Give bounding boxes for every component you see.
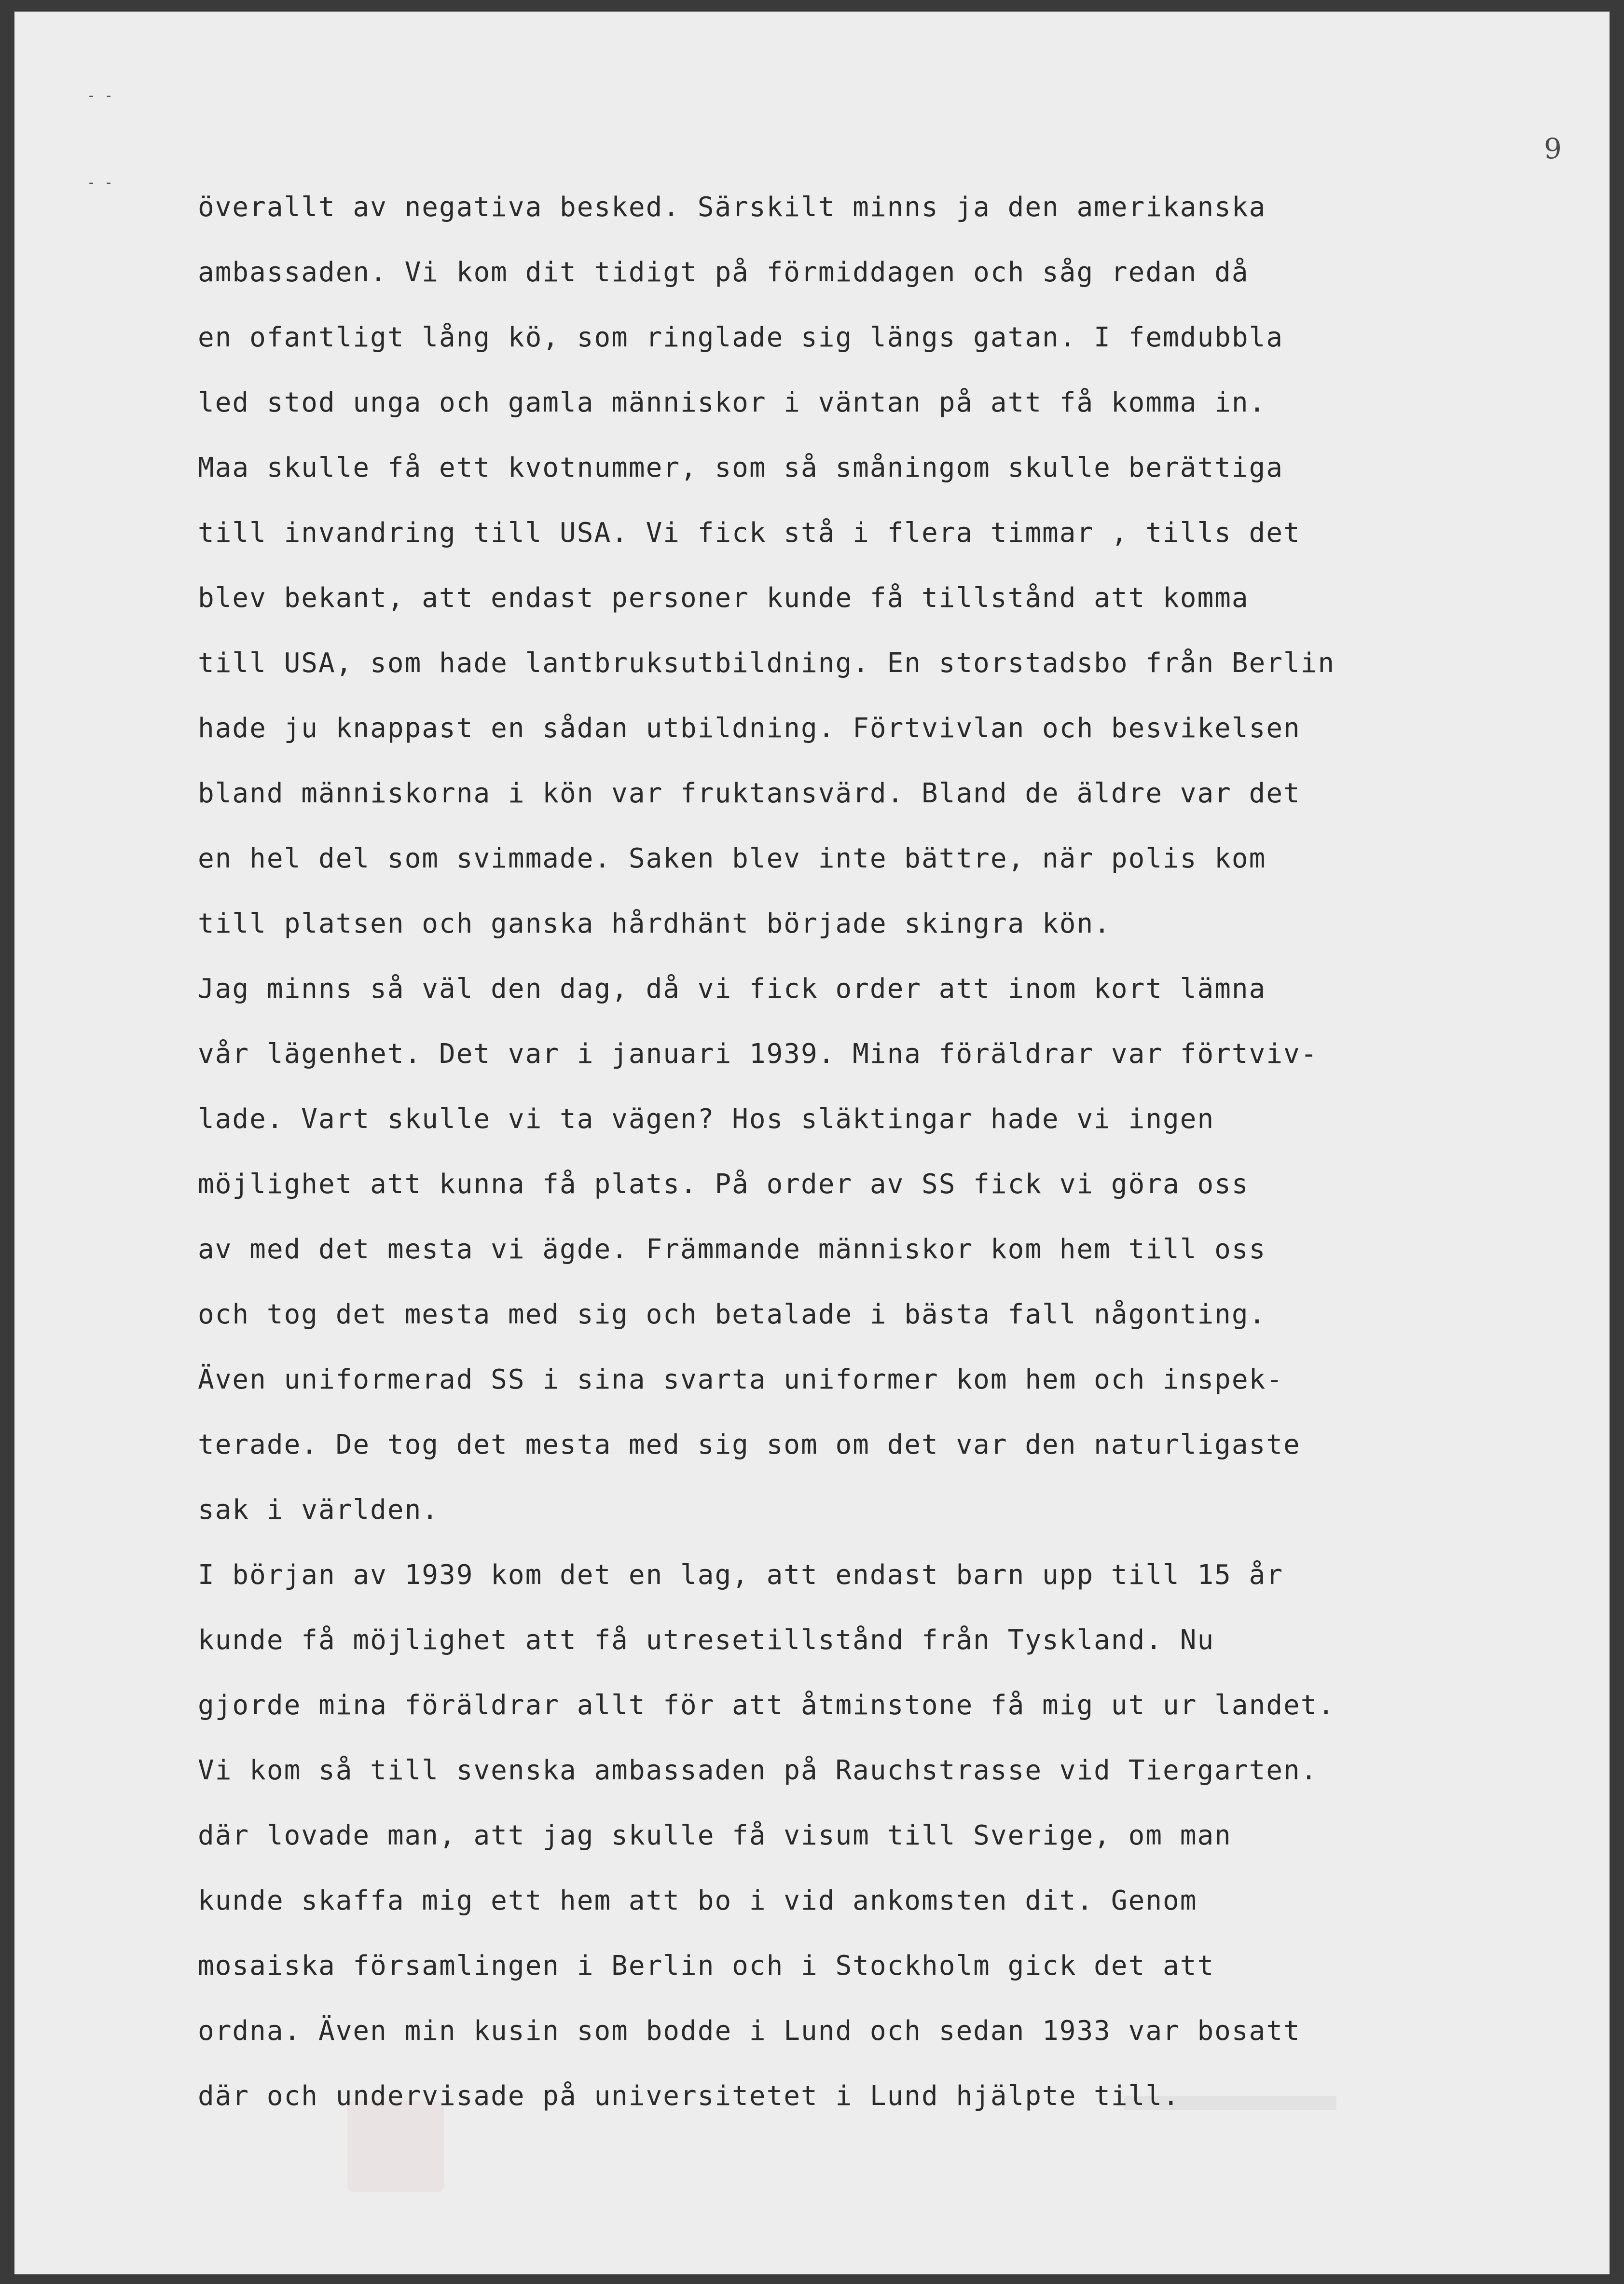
text-line: en ofantligt lång kö, som ringlade sig längs gatan. I femdubbla: [198, 322, 1284, 353]
text-line: lade. Vart skulle vi ta vägen? Hos släktingar hade vi ingen: [198, 1103, 1215, 1135]
text-line: vår lägenhet. Det var i januari 1939. Mina föräldrar var förtviv-: [198, 1038, 1318, 1070]
text-line: ambassaden. Vi kom dit tidigt på förmiddagen och såg redan då: [198, 257, 1249, 288]
text-line: mosaiska församlingen i Berlin och i Stockholm gick det att: [198, 1950, 1215, 1981]
text-line: led stod unga och gamla människor i väntan på att få komma in.: [198, 387, 1266, 418]
text-line: där lovade man, att jag skulle få visum till Sverige, om man: [198, 1820, 1232, 1851]
text-line: av med det mesta vi ägde. Främmande människor kom hem till oss: [198, 1234, 1266, 1265]
text-line: Vi kom så till svenska ambassaden på Rauchstrasse vid Tiergarten.: [198, 1755, 1318, 1786]
text-line: gjorde mina föräldrar allt för att åtminstone få mig ut ur landet.: [198, 1690, 1335, 1721]
text-line: till platsen och ganska hårdhänt började skingra kön.: [198, 908, 1111, 939]
text-line: ordna. Även min kusin som bodde i Lund och sedan 1933 var bosatt: [198, 2015, 1301, 2047]
text-line: möjlighet att kunna få plats. På order av SS fick vi göra oss: [198, 1169, 1249, 1200]
punch-mark: - -: [87, 87, 113, 104]
text-line: till USA, som hade lantbruksutbildning. En storstadsbo från Berlin: [198, 647, 1335, 679]
text-line: och tog det mesta med sig och betalade i bästa fall någonting.: [198, 1299, 1266, 1330]
text-line: kunde skaffa mig ett hem att bo i vid ankomsten dit. Genom: [198, 1885, 1197, 1916]
text-line: Maa skulle få ett kvotnummer, som så småningom skulle berättiga: [198, 452, 1284, 483]
text-line: Även uniformerad SS i sina svarta uniformer kom hem och inspek-: [198, 1364, 1284, 1395]
text-line: överallt av negativa besked. Särskilt minns ja den amerikanska: [198, 192, 1266, 223]
punch-mark: - -: [87, 174, 113, 191]
text-line: till invandring till USA. Vi fick stå i flera timmar , tills det: [198, 517, 1301, 549]
typewritten-text: [198, 175, 1510, 2129]
text-line: I början av 1939 kom det en lag, att endast barn upp till 15 år: [198, 1559, 1284, 1591]
text-line: hade ju knappast en sådan utbildning. Förtvivlan och besvikelsen: [198, 713, 1301, 744]
text-line: sak i världen.: [198, 1494, 440, 1526]
text-line: Jag minns så väl den dag, då vi fick order att inom kort lämna: [198, 973, 1266, 1004]
text-line: en hel del som svimmade. Saken blev inte bättre, när polis kom: [198, 843, 1266, 874]
text-line: bland människorna i kön var fruktansvärd. Bland de äldre var det: [198, 778, 1301, 809]
text-line: terade. De tog det mesta med sig som om det var den naturligaste: [198, 1429, 1301, 1460]
text-line: blev bekant, att endast personer kunde få tillstånd att komma: [198, 582, 1249, 614]
text-line: där och undervisade på universitetet i Lund hjälpte till.: [198, 2080, 1180, 2112]
text-line: kunde få möjlighet att få utresetillstånd från Tyskland. Nu: [198, 1624, 1215, 1656]
page-number: 9: [1544, 132, 1562, 165]
